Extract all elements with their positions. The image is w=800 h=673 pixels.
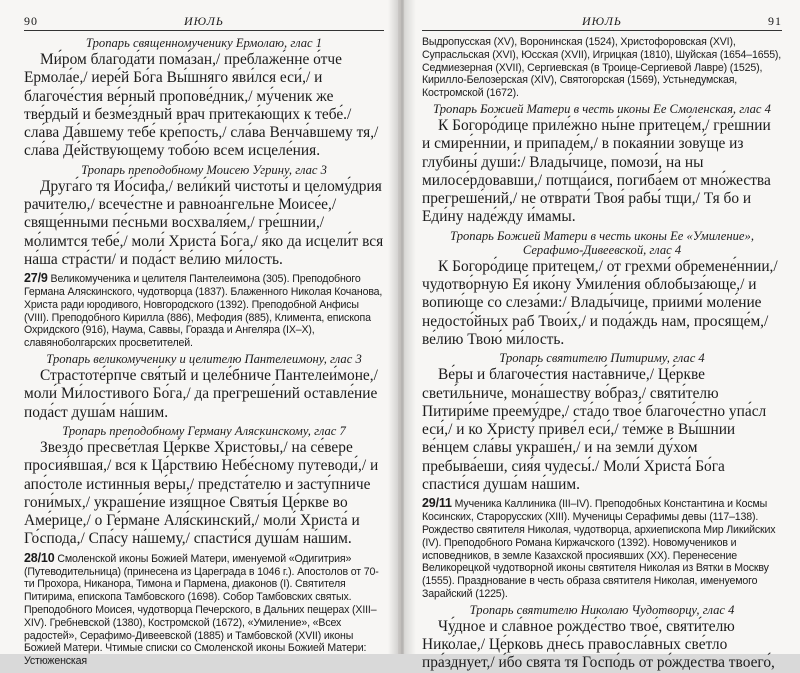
calendar-entry bbox=[422, 497, 782, 600]
troparion-text: Чу́дное и сла́вное рожде́ство твое́, святи́телю Нико́лае,/ Це́рковь дне́сь правосла́вных све́тло пра́зднует,/ и́бо свята тя Госпо́дь от ро́ждества твоего́, bbox=[422, 617, 775, 672]
page-number: 90 bbox=[24, 14, 38, 28]
page-header bbox=[422, 14, 782, 31]
calendar-day: 29/11 bbox=[422, 496, 452, 511]
troparion-text: К Богоро́дице притецем,/ от грехми́ обремене́ннии,/ чудотво́рную Ея́ ико́ну Умиле́ния облобыза́юще,/ и вопию́ще со слеза́ми:/ Влады́чице, приими́ моле́ние недосто́йных раб Твои́х,/ и пода́ждь нам, просяще́м,/ ве́лию Твою́ ми́лость. bbox=[422, 257, 778, 348]
troparion-heading: Тропарь святителю Николаю Чудотворцу, глас 4 bbox=[469, 602, 735, 617]
page-header bbox=[24, 14, 384, 31]
troparion-heading: Тропарь священномученику Ермолаю, глас 1 bbox=[85, 36, 323, 50]
calendar-text: Мученика Каллиника (III–IV). Преподобных Константина и Космы Косинских, Старорусских (XIII). Мученицы Серафимы девы (117–138). Рождество святителя Николая, чудотворца, архиепископа Мир Ликийских (IV). Преподобного Романа Киржачского (1392). Новомучеников и исповедников, в земле Казахской просиявших (XX). Перенесение Великорецкой чудотворной иконы святителя Николая из Вятки в Москву (1555). Празднование в честь образа святителя Николая, именуемого Зарайский (1225). bbox=[422, 498, 776, 600]
right-page bbox=[404, 0, 800, 672]
troparion-heading: Тропарь великомученику и целителю Пантелеимону, глас 3 bbox=[46, 352, 362, 367]
troparion-heading: Тропарь Божией Матери в честь иконы Ее Смоленская, глас 4 bbox=[433, 101, 771, 116]
running-title: ИЮЛЬ bbox=[582, 14, 622, 28]
troparion-text: Звездо́ пресве́тлая Це́ркве Христо́вы,/ на се́вере просия́вшая,/ вся к Ца́рствию Небе́сному путеводи́,/ и апо́столе истинныя ве́ры,/ предста́телю и засту́пниче гони́мых,/ украше́ние изя́щное Святы́я Це́ркве во Аме́рице,/ о Ге́рмане Аля́скинский,/ моли́ Христа́ и Го́спода,/ Спа́су на́шему,/ спасти́ся душа́м на́шим. bbox=[24, 438, 379, 548]
running-title: ИЮЛЬ bbox=[184, 14, 224, 28]
calendar-entry bbox=[422, 36, 782, 100]
calendar-day: 28/10 bbox=[24, 550, 55, 565]
troparion-text: К Богоро́дице приле́жно ны́не притеце́м,/ гре́шнии и смире́ннии, и припаде́м,/ в покая́нии зову́ще из глубины́ души́:/ Влады́чице, помози́, на ны милосе́рдовавши,/ потща́ися, погиба́ем от мно́жества прегреше́ний,/ не отврати́ Твоя́ рабы́ тщи,/ Тя бо и Еди́ну наде́жду и́мамы. bbox=[422, 116, 771, 226]
calendar-text: Смоленской иконы Божией Матери, именуемой «Одигитрия» (Путеводительница) (принесена из Цареграда в 1046 г.). Апостолов от 70-ти Прохора, Никанора, Тимона и Пармена, диаконов (I). Святителя Питирима, епископа Тамбовского (1698). Собор Тамбовских святых. Преподобного Моисея, чудотворца Печерского, в Дальних пещерах (XIII–XIV). Гребневской (1380), Костромской (1672), «Умиление», «Всех радостей», Серафимо-Дивеевской (1885) и Тамбовской (XVII) иконы Божией Матери. Чтимые списки со Смоленской иконы Божией Матери: Устюженская bbox=[24, 552, 379, 668]
book-gutter bbox=[388, 0, 416, 654]
troparion-text: Ве́ры и благоче́стия наста́вниче,/ Це́ркве свети́льниче, мона́шеству во́браз,/ святи́телю Питири́ме преему́дре,/ ста́до твое́ благоче́стно упа́сл еси́,/ и ко Христу́ приве́л еси́,/ те́мже в Вы́шнии ве́нцем сла́вы украше́н,/ и на земли́ ду́хом пребыва́еши, сия́я чудесы́./ Моли́ Христа́ Бо́га спасти́ся душа́м на́шим. bbox=[422, 366, 767, 494]
calendar-entry bbox=[24, 272, 384, 350]
troparion-heading: Тропарь святителю Питириму, глас 4 bbox=[499, 351, 705, 366]
troparion-text: Ми́ром благода́ти пома́зан,/ преблаже́нне о́тче Ермола́е,/ иере́й Бо́га Вы́шняго яви́лся еси́,/ и благоче́стия ве́рный пропове́дник,/ му́ченик же тве́рдый и безме́здный врач притека́ющих к тебе́./ сла́ва Да́вшему тебе́ кре́пость,/ сла́ва Венча́вшему тя,/ сла́ва Де́йствующему тобо́ю всем исцеле́ния. bbox=[24, 51, 379, 160]
troparion-heading: Тропарь преподобному Моисею Угрину, глас 3 bbox=[81, 162, 327, 177]
calendar-text: Выдропусская (XV), Воронинская (1524), Христофоровская (XVI), Супрасльская (XVI), Юсская (XVII), Игрицкая (1810), Шуйская (1654–1655), Седмиезерная (XVII), Сергиевская (в Троице-Сергиевой Лавре) (1525), Кирилло-Белозерская (XIV), Святогорская (1569), Устьнедумская, Костромской (1672). bbox=[422, 36, 782, 100]
troparion-heading: Тропарь преподобному Герману Аляскинскому, глас 7 bbox=[62, 423, 346, 438]
troparion-text: Страстоте́рпче свя́тый и целе́бниче Пантелеи́моне,/ моли́ Ми́лостивого Бо́га,/ да прегреше́ний оставле́ние пода́ст душа́м на́шим. bbox=[24, 367, 378, 421]
calendar-text: Великомученика и целителя Пантелеимона (305). Преподобного Германа Аляскинского, чудотворца (1837). Блаженного Николая Кочанова, Христа ради юродивого, Новгородского (1392). Преподобной Анфисы (VIII). Преподобного Кирилла (886), Мефодия (885), Климента, епископа Охридского (916), Наума, Саввы, Горазда и Ангеляра (IX–X), славяноболгарских просветителей. bbox=[24, 273, 383, 350]
calendar-day: 27/9 bbox=[24, 271, 48, 286]
left-page bbox=[0, 0, 398, 668]
calendar-entry bbox=[24, 552, 384, 668]
page-number: 91 bbox=[768, 14, 782, 28]
troparion-text: Друга́го тя Ио́сифа,/ вели́кий чистоты́ и целому́дрия рачи́телю,/ всече́стне и равноа́нгельне Моисе́е,/ свяще́нными пе́сньми восхваля́ем,/ гре́шнии,/ мо́лимтся тебе́,/ моли́ Христа́ Бо́га,/ я́ко да исцели́т вся на́ша стра́сти/ и пода́ст ве́лию ми́лость. bbox=[24, 177, 384, 268]
troparion-heading: Тропарь Божией Матери в честь иконы Ее «Умиление», Серафимо-Дивеевской, глас 4 bbox=[450, 228, 754, 257]
